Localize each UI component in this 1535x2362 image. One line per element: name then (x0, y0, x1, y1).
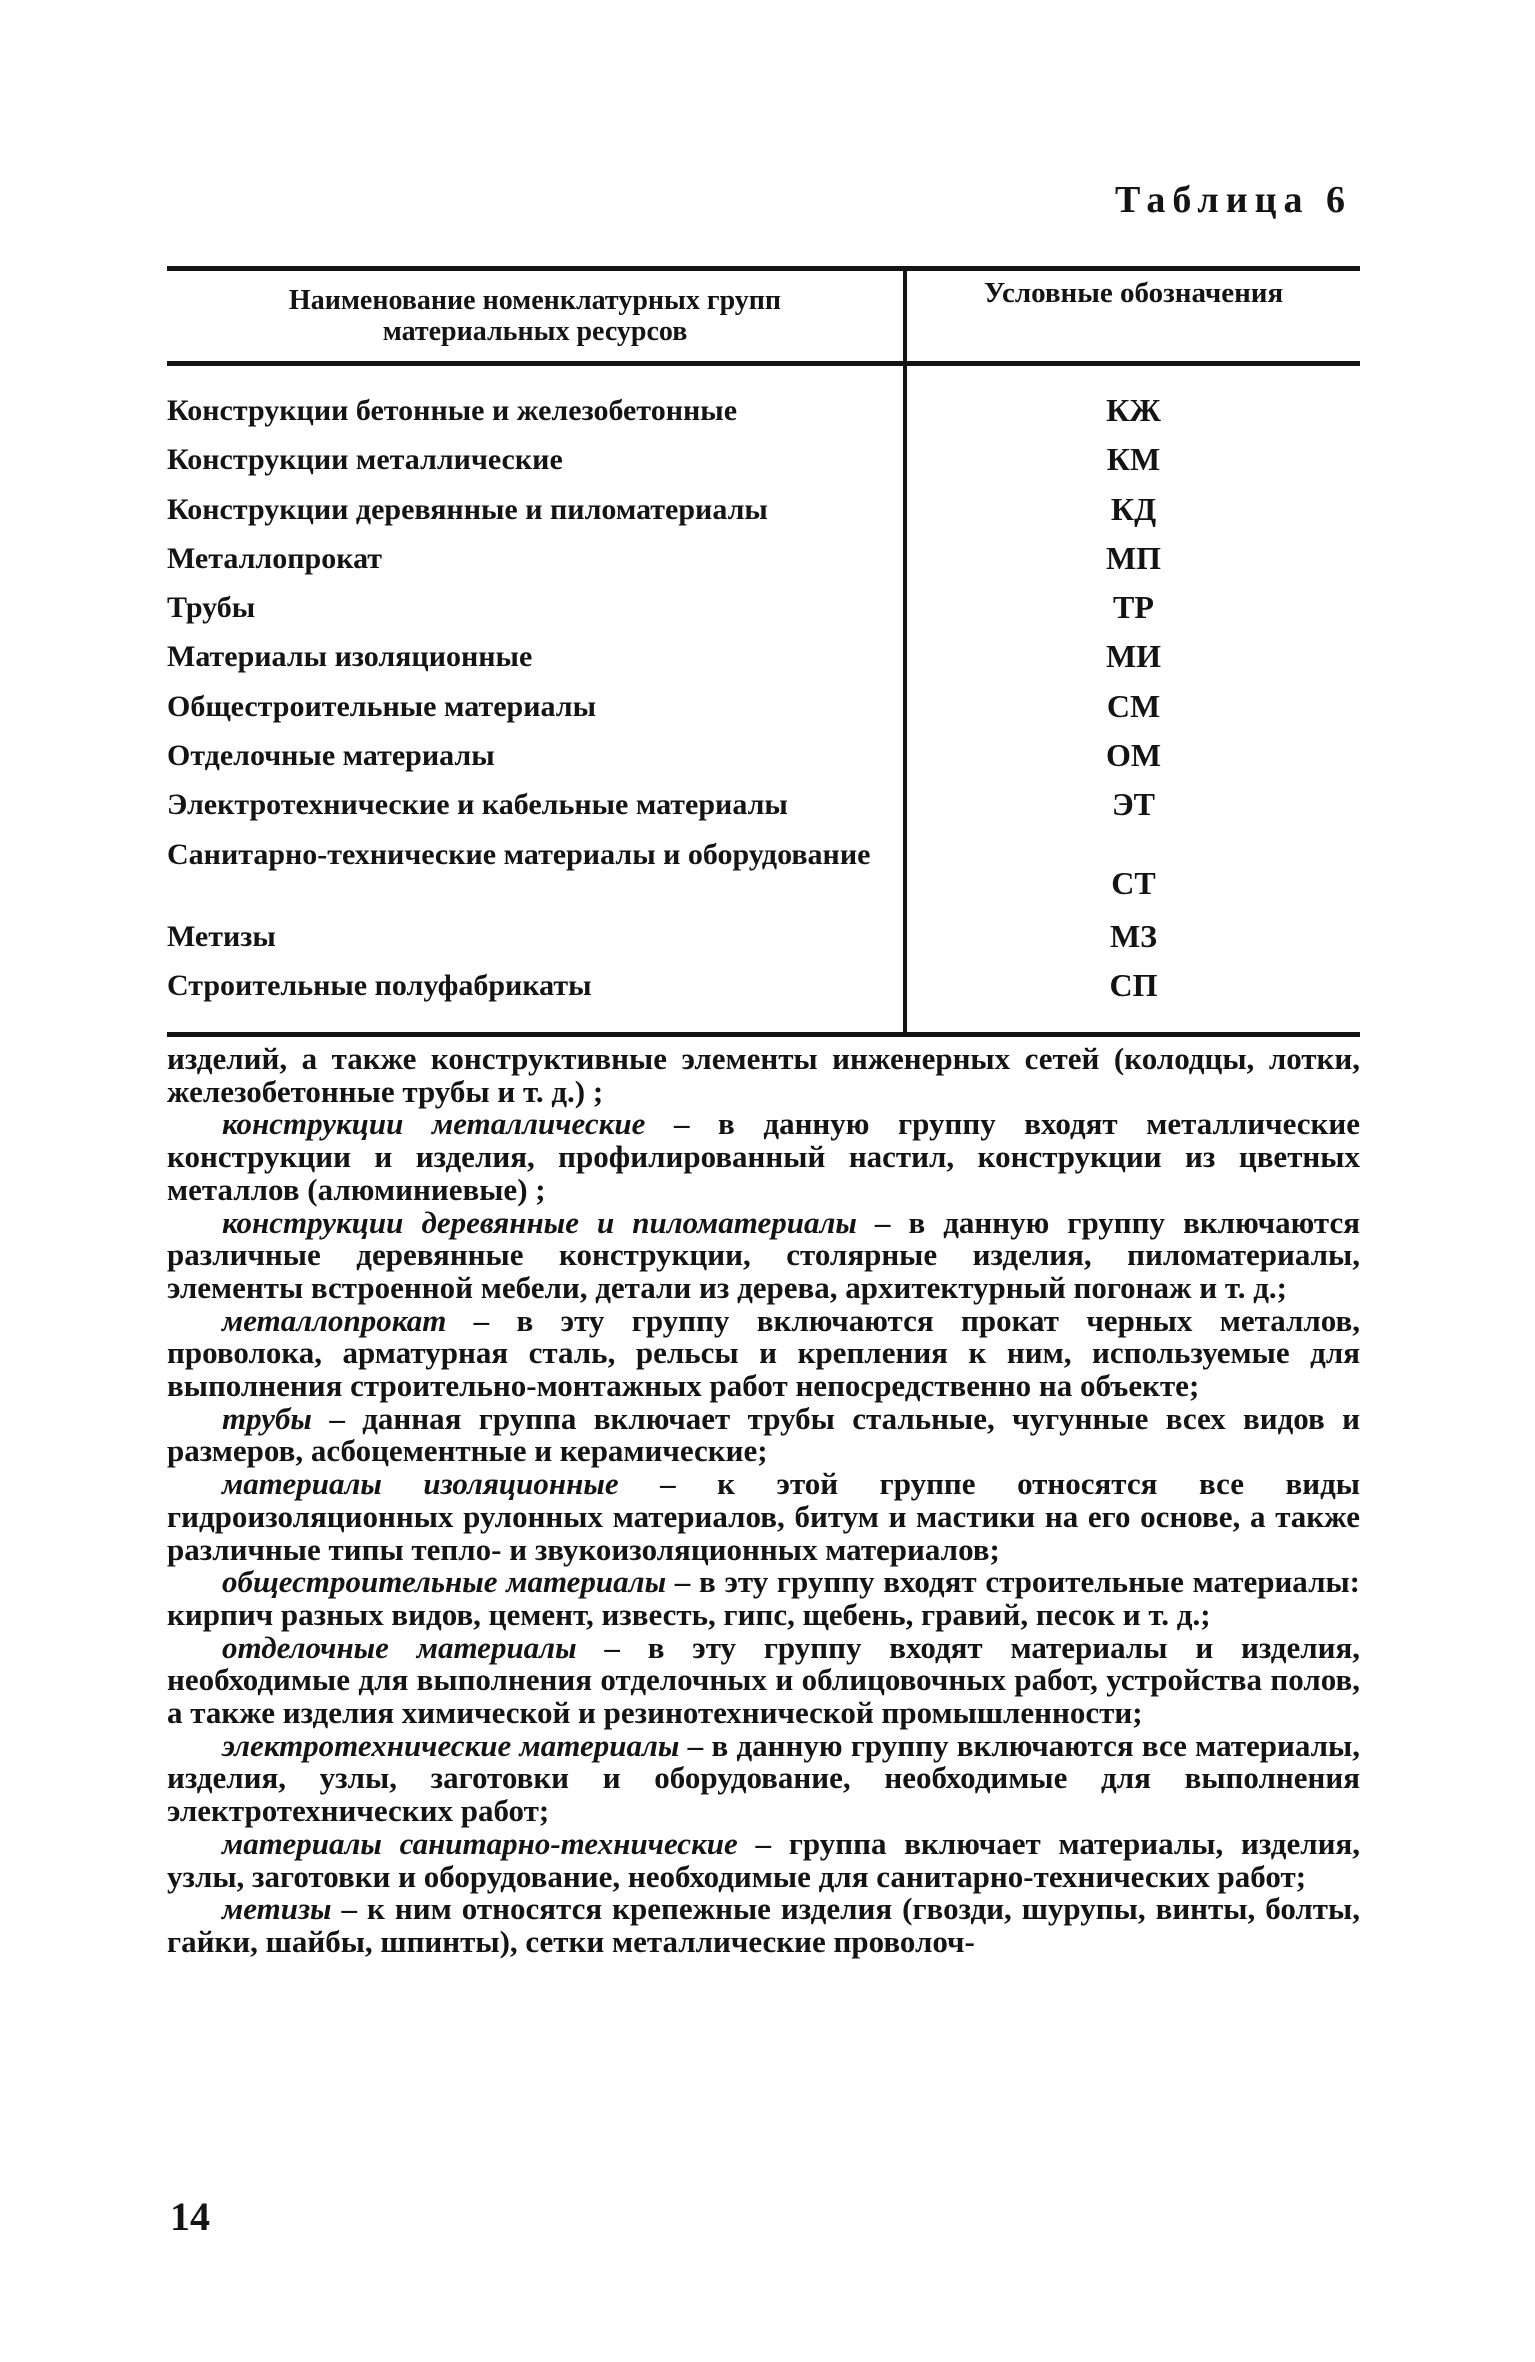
row-code: ТР (1113, 589, 1154, 626)
header-name: Наименование номенклатурных групп материальных ресурсов (167, 271, 907, 361)
row-name: Конструкции металлические (167, 443, 563, 477)
row-code: МЗ (1109, 917, 1158, 954)
paragraph: материалы санитарно-технические – группа включает материалы, изделия, узлы, заготовки и оборудование, необходимые для санитарно-технических работ; (167, 1825, 1360, 1894)
codes-column (907, 366, 1360, 1032)
names-column (167, 366, 907, 1032)
term: конструкции металлические (222, 1106, 646, 1142)
body-text (167, 1043, 1360, 1959)
row-code: СТ (1111, 864, 1156, 901)
row-code: КД (1110, 490, 1157, 527)
paragraph: конструкции деревянные и пиломатериалы – в данную группу включаются различные деревянные конструкции, столярные изделия, пиломатериалы, элементы встроенной мебели, детали из дерева, архитектурный погонаж и т. д.; (167, 1204, 1360, 1305)
row-name: Метизы (167, 919, 276, 953)
paragraph: конструкции металлические – в данную группу входят металлические конструкции и изделия, профилированный настил, конструкции из цветных металлов (алюминиевые) ; (167, 1106, 1360, 1207)
row-name: Строительные полуфабрикаты (167, 968, 592, 1002)
row-code: СМ (1106, 687, 1161, 724)
paragraph: общестроительные материалы – в эту группу входят строительные материалы: кирпич разных видов, цемент, известь, гипс, щебень, гравий, песок и т. д.; (167, 1564, 1360, 1632)
term: материалы изоляционные (222, 1466, 619, 1502)
row-code: КМ (1106, 441, 1161, 478)
row-name: Отделочные материалы (167, 739, 495, 773)
paragraph: металлопрокат – в эту группу включаются прокат черных металлов, проволока, арматурная сталь, рельсы и крепления к ним, используемые для выполнения строительно-монтажных работ непосредственно на объекте; (167, 1302, 1360, 1404)
paragraph: трубы – данная группа включает трубы стальные, чугунные всех видов и размеров, асбоцементные и керамические; (167, 1400, 1360, 1469)
row-name: Металлопрокат (167, 541, 383, 575)
paragraph: изделий, а также конструктивные элементы инженерных сетей (колодцы, лотки, железобетонные трубы и т. д.) ; (167, 1041, 1360, 1109)
row-code: СП (1109, 966, 1158, 1003)
term: метизы (222, 1891, 332, 1927)
term: общестроительные материалы (222, 1564, 667, 1600)
row-name: Трубы (167, 591, 256, 625)
page-number: 14 (170, 2194, 210, 2239)
term: металлопрокат (222, 1302, 447, 1338)
term: электротехнические материалы (222, 1727, 680, 1763)
table-body (167, 366, 1360, 1032)
row-name: Электротехнические и кабельные материалы (167, 788, 788, 822)
row-name: Конструкции бетонные и железобетонные (167, 394, 738, 427)
paragraph: электротехнические материалы – в данную группу включаются все материалы, изделия, узлы, заготовки и оборудование, необходимые для выполнения электротехнических работ; (167, 1727, 1360, 1829)
row-code: МП (1105, 539, 1162, 576)
materials-table (167, 266, 1360, 1037)
term: трубы (222, 1400, 312, 1436)
table-caption: Таблица 6 (1114, 179, 1352, 221)
table-header (167, 271, 1360, 366)
row-name: Материалы изоляционные (167, 640, 533, 674)
row-code: КЖ (1106, 392, 1161, 428)
header-code: Условные обозначения (983, 277, 1284, 309)
row-code: ОМ (1105, 737, 1162, 774)
paragraph: метизы – к ним относятся крепежные изделия (гвозди, шурупы, винты, болты, гайки, шайбы, шпинты), сетки металлические проволоч- (167, 1891, 1360, 1959)
row-name: Конструкции деревянные и пиломатериалы (167, 492, 768, 526)
paragraph: материалы изоляционные – к этой группе относятся все виды гидроизоляционных рулонных материалов, битум и мастики на его основе, а также различные типы тепло- и звукоизоляционных материалов; (167, 1466, 1360, 1567)
row-name: Общестроительные материалы (167, 689, 596, 723)
term: отделочные материалы (222, 1629, 577, 1665)
row-code: ЭТ (1111, 786, 1156, 823)
paragraph: отделочные материалы – в эту группу входят материалы и изделия, необходимые для выполнения отделочных и облицовочных работ, устройства полов, а также изделия химической и резинотехнической промышленности; (167, 1629, 1360, 1731)
row-name: Санитарно-технические материалы и оборудование (167, 837, 871, 871)
term: материалы санитарно-технические (222, 1825, 738, 1861)
term: конструкции деревянные и пиломатериалы (222, 1204, 857, 1240)
row-code: МИ (1105, 638, 1162, 675)
